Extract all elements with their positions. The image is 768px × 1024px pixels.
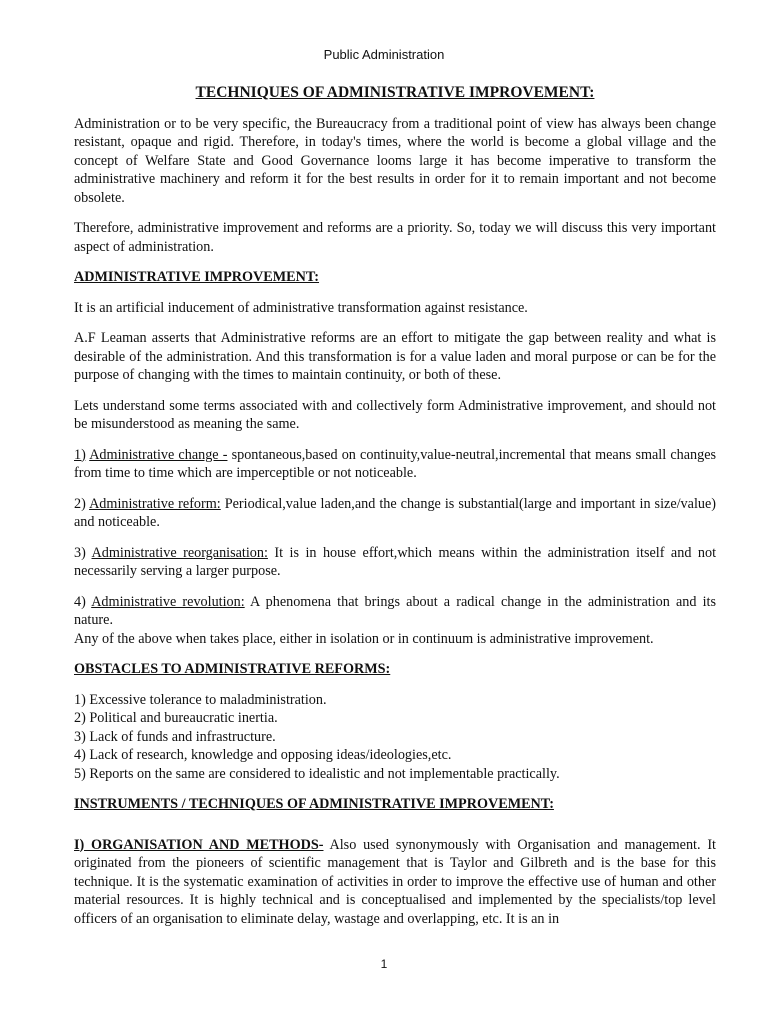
intro-paragraph-2: Therefore, administrative improvement and reforms are a priority. So, today we will discuss this very important aspect of administration. [74,220,716,255]
organisation-methods-paragraph [74,836,716,929]
improvement-paragraph-3: Lets understand some terms associated with and collectively form Administrative improvement, and should not be misunderstood as meaning the same. [74,397,716,432]
obstacles-list [74,691,716,784]
term-label: Administrative change - [89,446,228,463]
organisation-methods-label: I) ORGANISATION AND METHODS- [74,836,324,853]
term-item [74,446,716,483]
term-description: A phenomena that brings about a radical change in the administration and its nature. [74,593,716,628]
heading-instruments: INSTRUMENTS / TECHNIQUES OF ADMINISTRATIVE IMPROVEMENT: [74,796,554,812]
term-description: It is in house effort,which means within the administration itself and not necessarily serving a larger purpose. [74,544,717,579]
list-item: 4) Lack of research, knowledge and opposing ideas/ideologies,etc. [74,747,452,763]
organisation-methods-text: Also used synonymously with Organisation and management. It originated from the pioneers of scientific management that is Taylor and Gilbreth and is the base for this technique. It is the systematic examination of activities in order to improve the effective use of human and other material resources. It is highly technical and is conceptualised and implemented by the specialists/top level officers of an organisation to eliminate delay, wastage and overlapping, etc. It is an in [74,836,716,927]
term-label: Administrative reorganisation: [91,544,268,561]
improvement-paragraph-1: It is an artificial inducement of administrative transformation against resistance. [74,299,528,316]
term-item [74,593,716,630]
term-item [74,544,716,581]
document-title: TECHNIQUES OF ADMINISTRATIVE IMPROVEMENT: [195,84,595,101]
improvement-paragraph-2: A.F Leaman asserts that Administrative reforms are an effort to mitigate the gap between reality and what is desirable of the administration. And this transformation is for a value laden and moral purpose or can be for the purpose of changing with the times to maintain continuity, or both of these. [74,330,716,383]
term-item [74,495,716,532]
term-number: 3) [74,544,86,561]
document-body [74,84,716,940]
term-label: Administrative revolution: [91,593,245,610]
list-item: 3) Lack of funds and infrastructure. [74,728,276,745]
heading-administrative-improvement: ADMINISTRATIVE IMPROVEMENT: [74,269,320,285]
term-number: 4) [74,593,86,610]
list-item: 1) Excessive tolerance to maladministration. [74,691,327,708]
page-number: 1 [380,957,388,971]
intro-paragraph-1: Administration or to be very specific, the Bureaucracy from a traditional point of view has always been change resistant, opaque and rigid. Therefore, in today's times, where the world is become a global village and the concept of Welfare State and Good Governance looms large it has become imperative to transform the administrative machinery and reform it for the best results in order for it to remain important and not become obsolete. [74,115,716,206]
term-label: Administrative reform: [89,495,221,512]
term-number: 2) [74,495,86,512]
heading-obstacles: OBSTACLES TO ADMINISTRATIVE REFORMS: [74,661,391,677]
term-description: spontaneous,based on continuity,value-neutral,incremental that means small changes from time to time which are imperceptible or not noticeable. [74,446,717,481]
list-item: 2) Political and bureaucratic inertia. [74,710,278,726]
improvement-conclusion: Any of the above when takes place, either in isolation or in continuum is administrative improvement. [74,630,654,647]
list-item: 5) Reports on the same are considered to idealistic and not implementable practically. [74,765,560,782]
term-number: 1) [74,446,86,463]
running-header: Public Administration [323,47,445,62]
term-description: Periodical,value laden,and the change is substantial(large and important in size/value) and noticeable. [74,495,717,530]
